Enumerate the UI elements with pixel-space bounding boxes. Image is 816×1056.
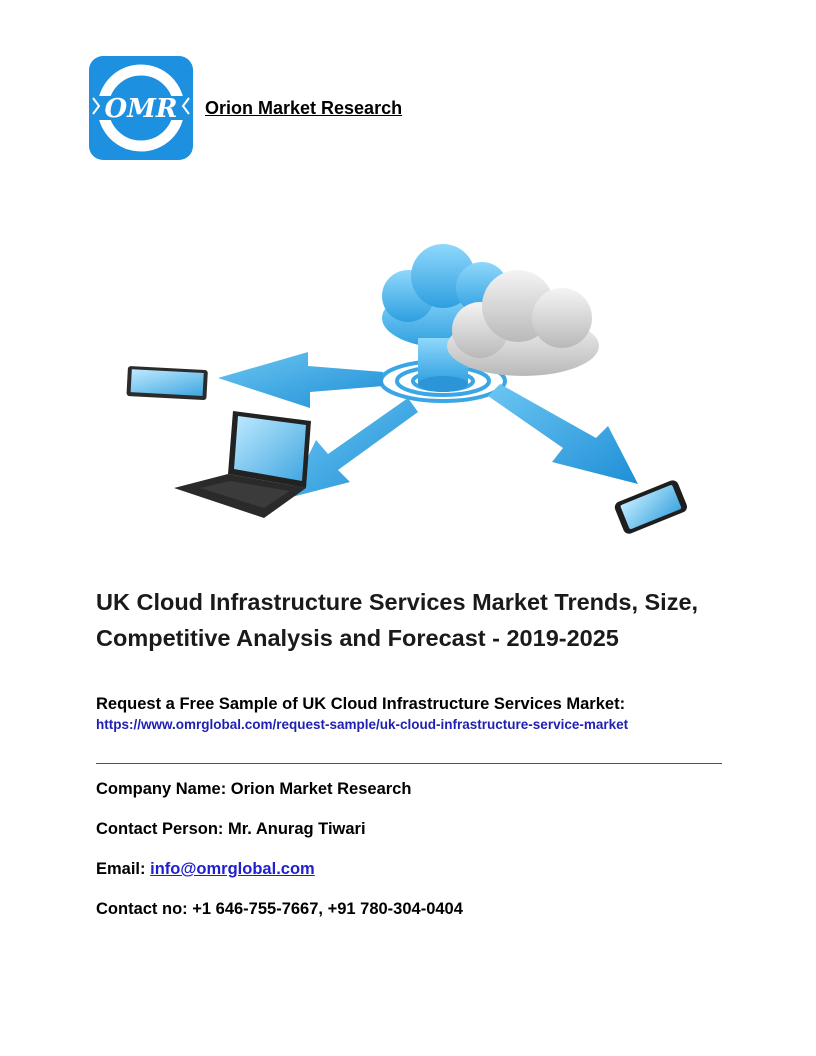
contact-person-row [96,820,366,839]
company-name-value: Orion Market Research [230,780,412,798]
sample-request-link[interactable]: https://www.omrglobal.com/request-sample/uk-cloud-infrastructure-service-market [96,717,629,732]
sample-request-label: Request a Free Sample of UK Cloud Infrastructure Services Market: [96,695,626,713]
cloud-network-illustration [118,226,703,556]
divider [96,763,722,764]
phone-label: Contact no: [96,900,193,918]
omr-logo [89,56,193,160]
contact-person-label: Contact Person: [96,820,229,838]
company-link[interactable]: Orion Market Research [205,98,403,118]
report-title: UK Cloud Infrastructure Services Market Trends, Size, Competitive Analysis and Forecast - 2019-2025 [96,589,699,651]
email-row [96,860,315,879]
company-name-label: Company Name: [96,780,231,798]
email-label: Email: [96,860,151,878]
phone-icon [613,479,689,536]
laptop-icon [174,411,311,518]
phone-value: +1 646-755-7667, +91 780-304-0404 [192,900,463,918]
email-link[interactable]: info@omrglobal.com [150,860,315,878]
contact-person-value: Mr. Anurag Tiwari [228,820,366,838]
tablet-icon [126,366,207,400]
phone-row [96,900,463,919]
company-name-row [96,780,411,799]
logo-text: OMR [104,94,178,124]
